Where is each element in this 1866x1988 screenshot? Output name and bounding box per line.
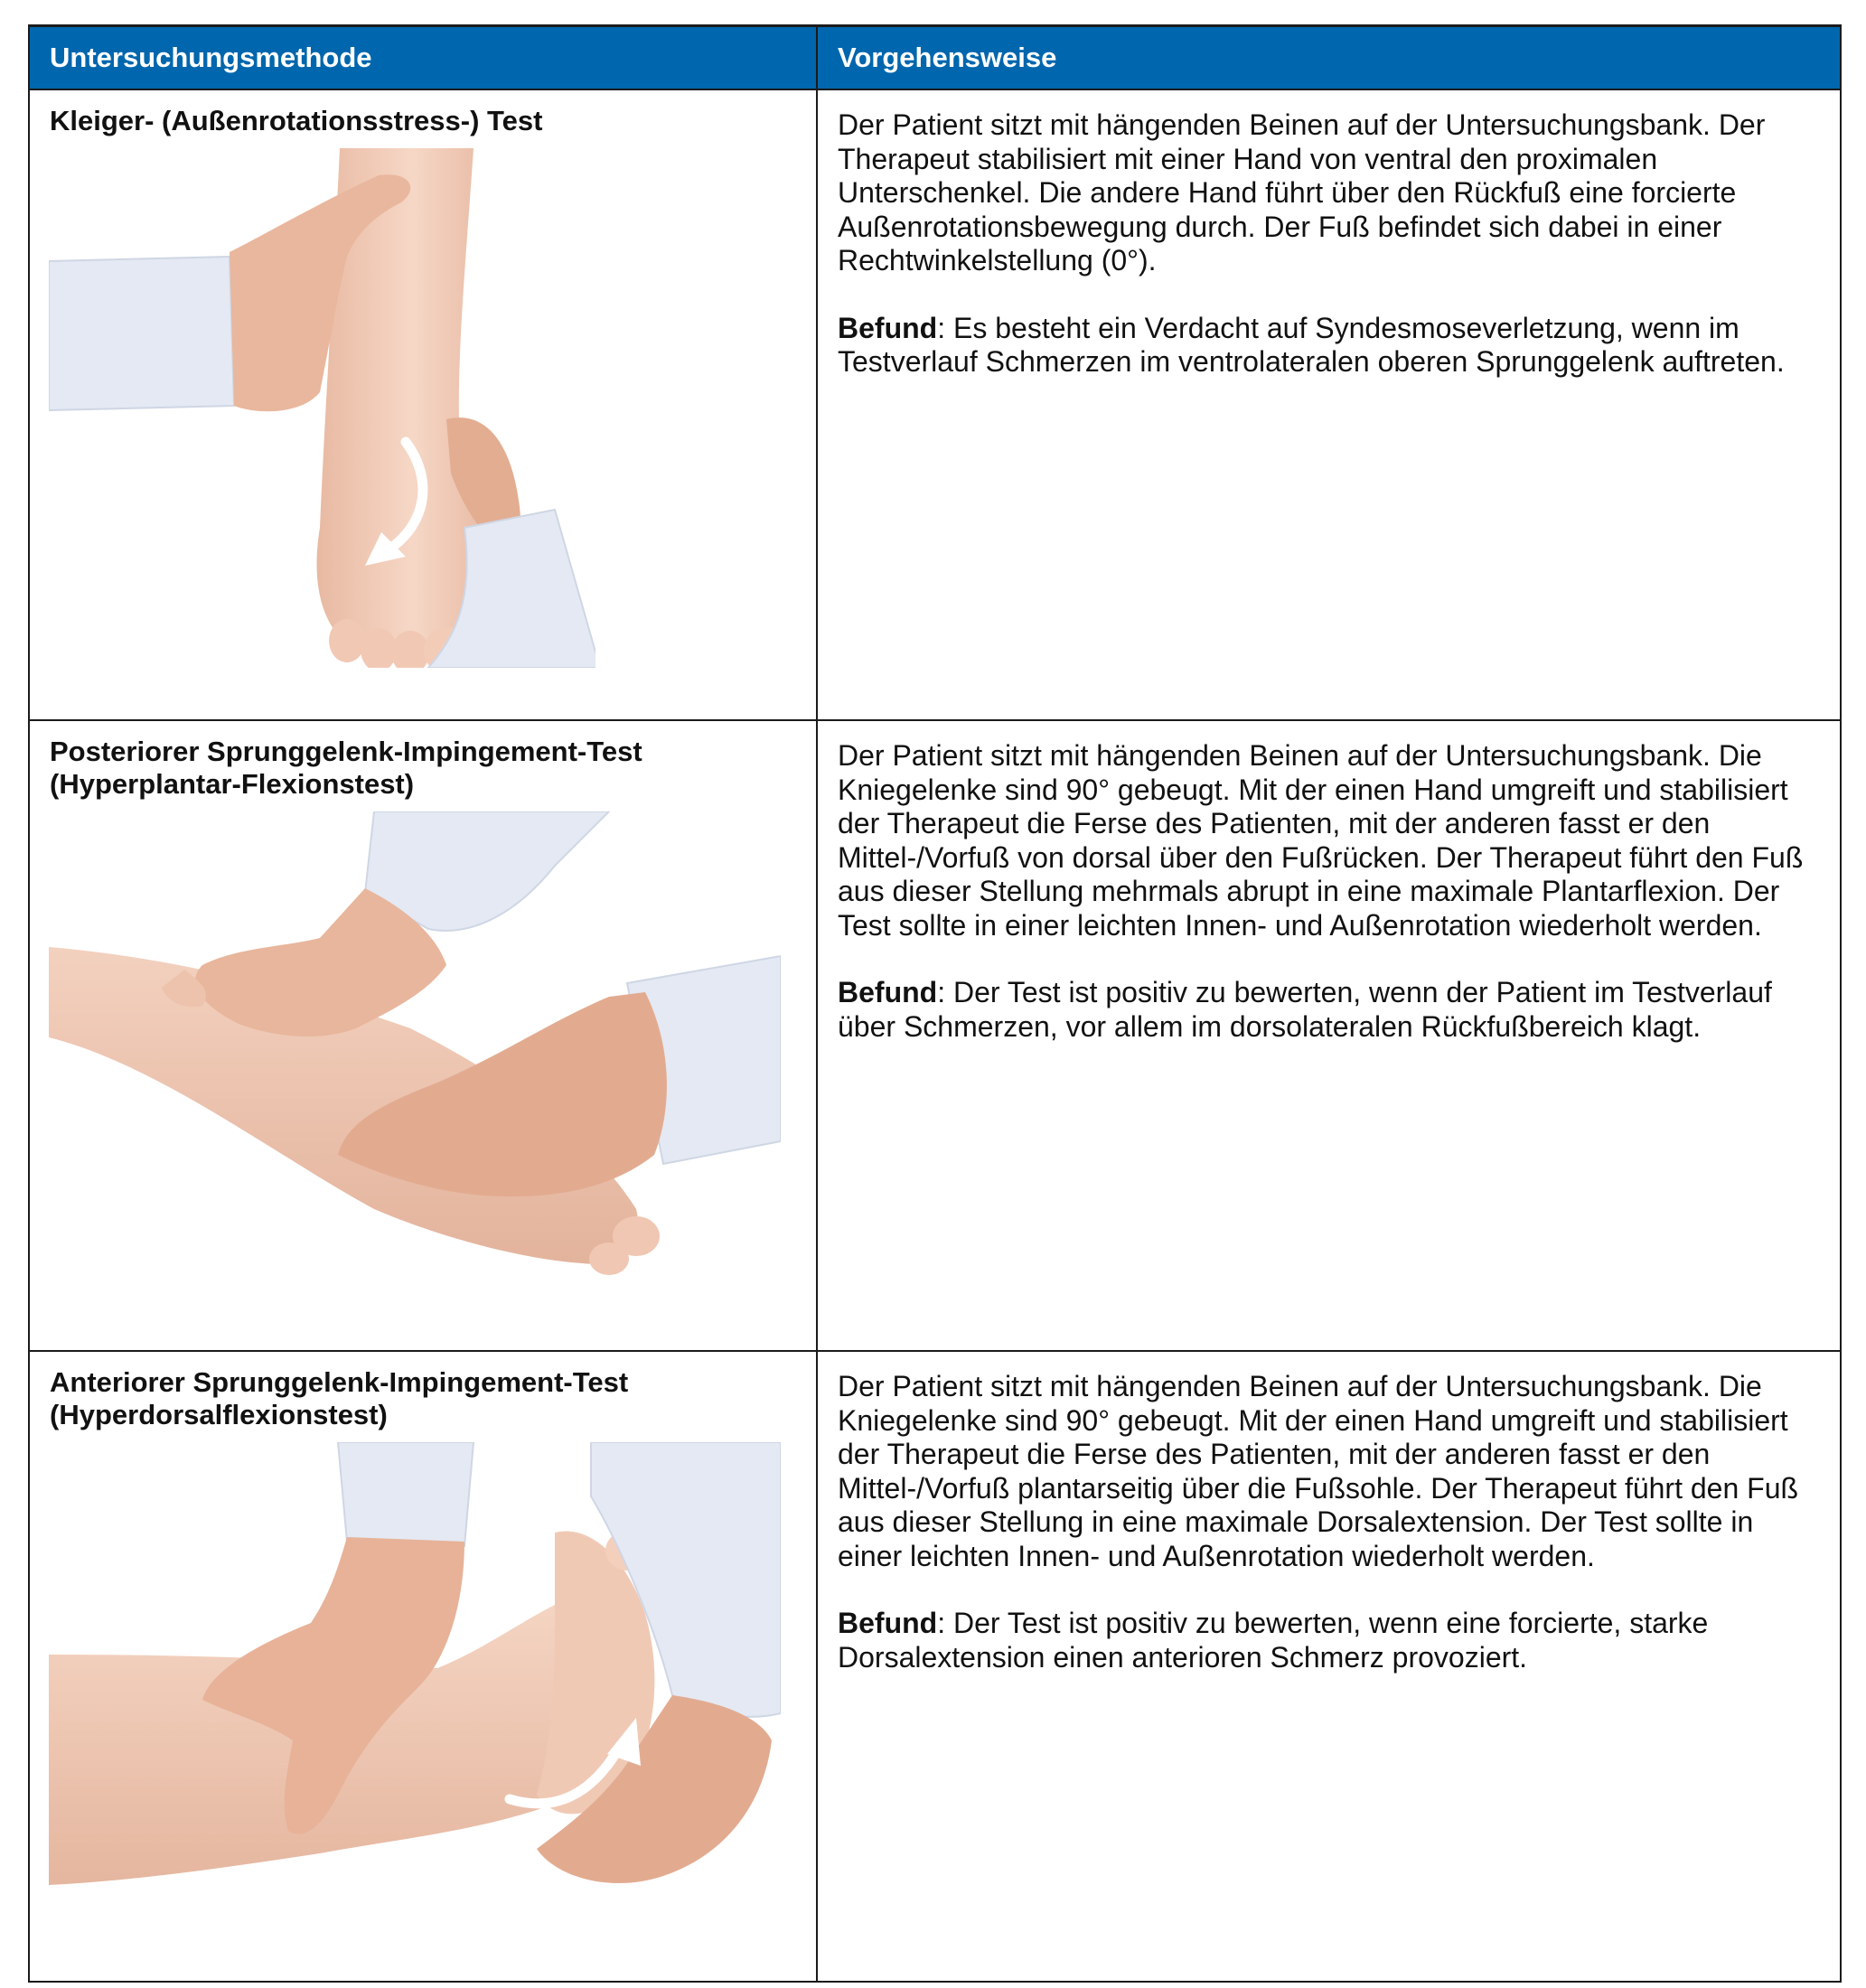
- method-cell: [29, 89, 817, 720]
- table-row: [29, 1351, 1841, 1982]
- finding-body: : Es besteht ein Verdacht auf Syndesmoseverletzung, wenn im Testverlauf Schmerzen im ventrolateralen oberen Sprunggelenk auftreten.: [838, 311, 1785, 378]
- method-title: [50, 105, 816, 137]
- header-method: Untersuchungsmethode: [29, 26, 817, 90]
- finding-label: Befund: [838, 976, 938, 1008]
- finding-text: [838, 312, 1820, 380]
- procedure-cell: [817, 89, 1841, 720]
- method-title-line: (Hyperplantar-Flexionstest): [50, 768, 415, 800]
- table-header-row: [29, 26, 1841, 90]
- finding-body: : Der Test ist positiv zu bewerten, wenn der Patient im Testverlauf über Schmerzen, vor allem im dorsolateralen Rückfußbereich klagt.: [838, 976, 1772, 1043]
- method-title-line: (Hyperdorsalflexionstest): [50, 1399, 388, 1430]
- finding-text: [838, 976, 1820, 1044]
- procedure-text: Der Patient sitzt mit hängenden Beinen auf der Untersuchungsbank. Die Kniegelenke sind 90° gebeugt. Mit der einen Hand umgreift und stabilisiert der Therapeut die Ferse des Patienten, mit der anderen fasst er den Mittel-/Vorfuß plantarseitig über die Fußsohle. Der Therapeut führt den Fuß aus dieser Stellung in eine maximale Dorsalextension. Der Test sollte in einer leichten Innen- und Außenrotation wiederholt werden.: [838, 1370, 1799, 1572]
- method-title-line: Kleiger- (Außenrotationsstress-) Test: [50, 105, 543, 136]
- procedure-text: Der Patient sitzt mit hängenden Beinen auf der Untersuchungsbank. Der Therapeut stabilisiert mit einer Hand von ventral den proximalen Unterschenkel. Die andere Hand führt über den Rückfuß eine forcierte Außenrotationsbewegung durch. Der Fuß befindet sich dabei in einer Rechtwinkelstellung (0°).: [838, 108, 1766, 277]
- header-procedure: Vorgehensweise: [817, 26, 1841, 90]
- anterior-impingement-photo: [49, 1442, 781, 1930]
- kleiger-test-photo: [49, 148, 595, 668]
- examination-table-container: [28, 24, 1840, 1983]
- table-row: [29, 89, 1841, 720]
- method-cell: [29, 1351, 817, 1982]
- procedure-cell: [817, 1351, 1841, 1982]
- method-cell: [29, 720, 817, 1351]
- finding-text: [838, 1607, 1820, 1674]
- finding-label: Befund: [838, 1607, 938, 1639]
- method-title: [50, 736, 816, 801]
- procedure-cell: [817, 720, 1841, 1351]
- finding-label: Befund: [838, 311, 938, 344]
- method-title-line: Posteriorer Sprunggelenk-Impingement-Test: [50, 736, 642, 767]
- table-row: [29, 720, 1841, 1351]
- posterior-impingement-photo: [49, 811, 781, 1295]
- examination-table: [28, 24, 1842, 1983]
- finding-body: : Der Test ist positiv zu bewerten, wenn eine forcierte, starke Dorsalextension einen anterioren Schmerz provoziert.: [838, 1607, 1709, 1674]
- method-title: [50, 1366, 816, 1431]
- procedure-text: Der Patient sitzt mit hängenden Beinen auf der Untersuchungsbank. Die Kniegelenke sind 90° gebeugt. Mit der einen Hand umgreift und stabilisiert der Therapeut die Ferse des Patienten, mit der anderen fasst er den Mittel-/Vorfuß von dorsal über den Fußrücken. Der Therapeut führt den Fuß aus dieser Stellung mehrmals abrupt in eine maximale Plantarflexion. Der Test sollte in einer leichten Innen- und Außenrotation wiederholt werden.: [838, 739, 1804, 942]
- method-title-line: Anteriorer Sprunggelenk-Impingement-Test: [50, 1366, 629, 1398]
